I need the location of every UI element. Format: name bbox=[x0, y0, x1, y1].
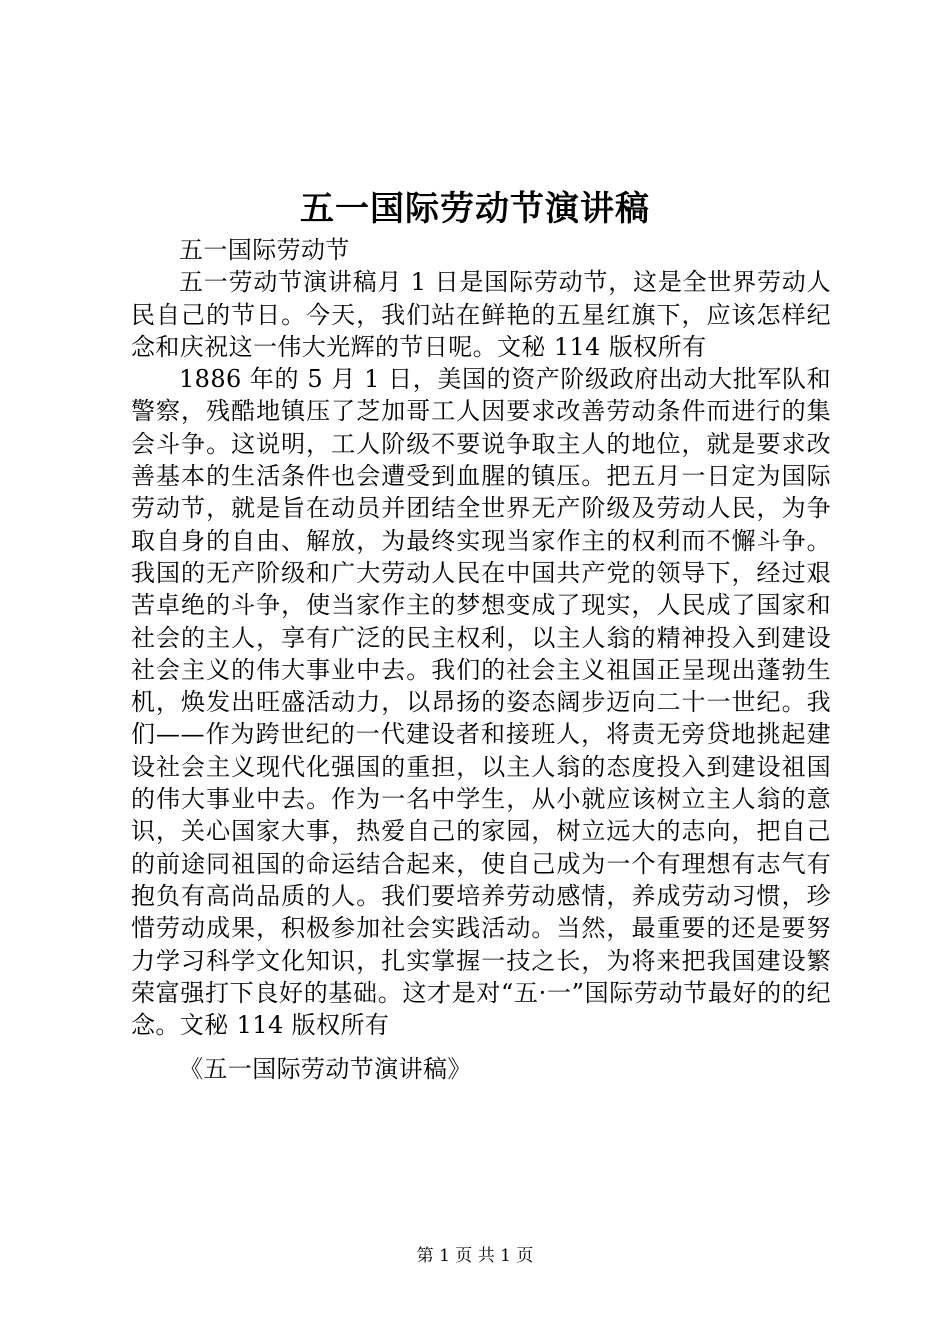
paragraph-intro: 五一劳动节演讲稿月 1 日是国际劳动节，这是全世界劳动人民自己的节日。今天，我们站在鲜艳的五星红旗下，应该怎样纪念和庆祝这一伟大光辉的节日呢。文秘 114 版权所有 bbox=[131, 268, 831, 361]
page-footer: 第 1 页 共 1 页 bbox=[416, 1246, 534, 1266]
closing-title: 《五一国际劳动节演讲稿》 bbox=[179, 1055, 472, 1084]
paragraph-main: 1886 年的 5 月 1 日，美国的资产阶级政府出动大批军队和警察，残酷地镇压了芝加哥工人因要求改善劳动条件而进行的集会斗争。这说明，工人阶级不要说争取主人的地位，就是要求改善基本的生活条件也会遭受到血腥的镇压。把五月一日定为国际劳动节，就是旨在动员并团结全世界无产阶级及劳动人民，为争取自身的自由、解放，为最终实现当家作主的权利而不懈斗争。我国的无产阶级和广大劳动人民在中国共产党的领导下，经过艰苦卓绝的斗争，使当家作主的梦想变成了现实，人民成了国家和社会的主人，享有广泛的民主权利，以主人翁的精神投入到建设社会主义的伟大事业中去。我们的社会主义祖国正呈现出蓬勃生机，焕发出旺盛活动力，以昂扬的姿态阔步迈向二十一世纪。我们——作为跨世纪的一代建设者和接班人，将责无旁贷地挑起建设社会主义现代化强国的重担，以主人翁的态度投入到建设祖国的伟大事业中去。作为一名中学生，从小就应该树立主人翁的意识，关心国家大事，热爱自己的家园，树立远大的志向，把自己的前途同祖国的命运结合起来，使自己成为一个有理想有志气有抱负有高尚品质的人。我们要培养劳动感情，养成劳动习惯，珍惜劳动成果，积极参加社会实践活动。当然，最重要的还是要努力学习科学文化知识，扎实掌握一技之长，为将来把我国建设繁荣富强打下良好的基础。这才是对“五·一”国际劳动节最好的的纪念。文秘 114 版权所有 bbox=[131, 365, 831, 1040]
document-title: 五一国际劳动节演讲稿 bbox=[300, 189, 650, 229]
section-heading: 五一国际劳动节 bbox=[179, 236, 350, 264]
document-body bbox=[131, 234, 831, 1086]
